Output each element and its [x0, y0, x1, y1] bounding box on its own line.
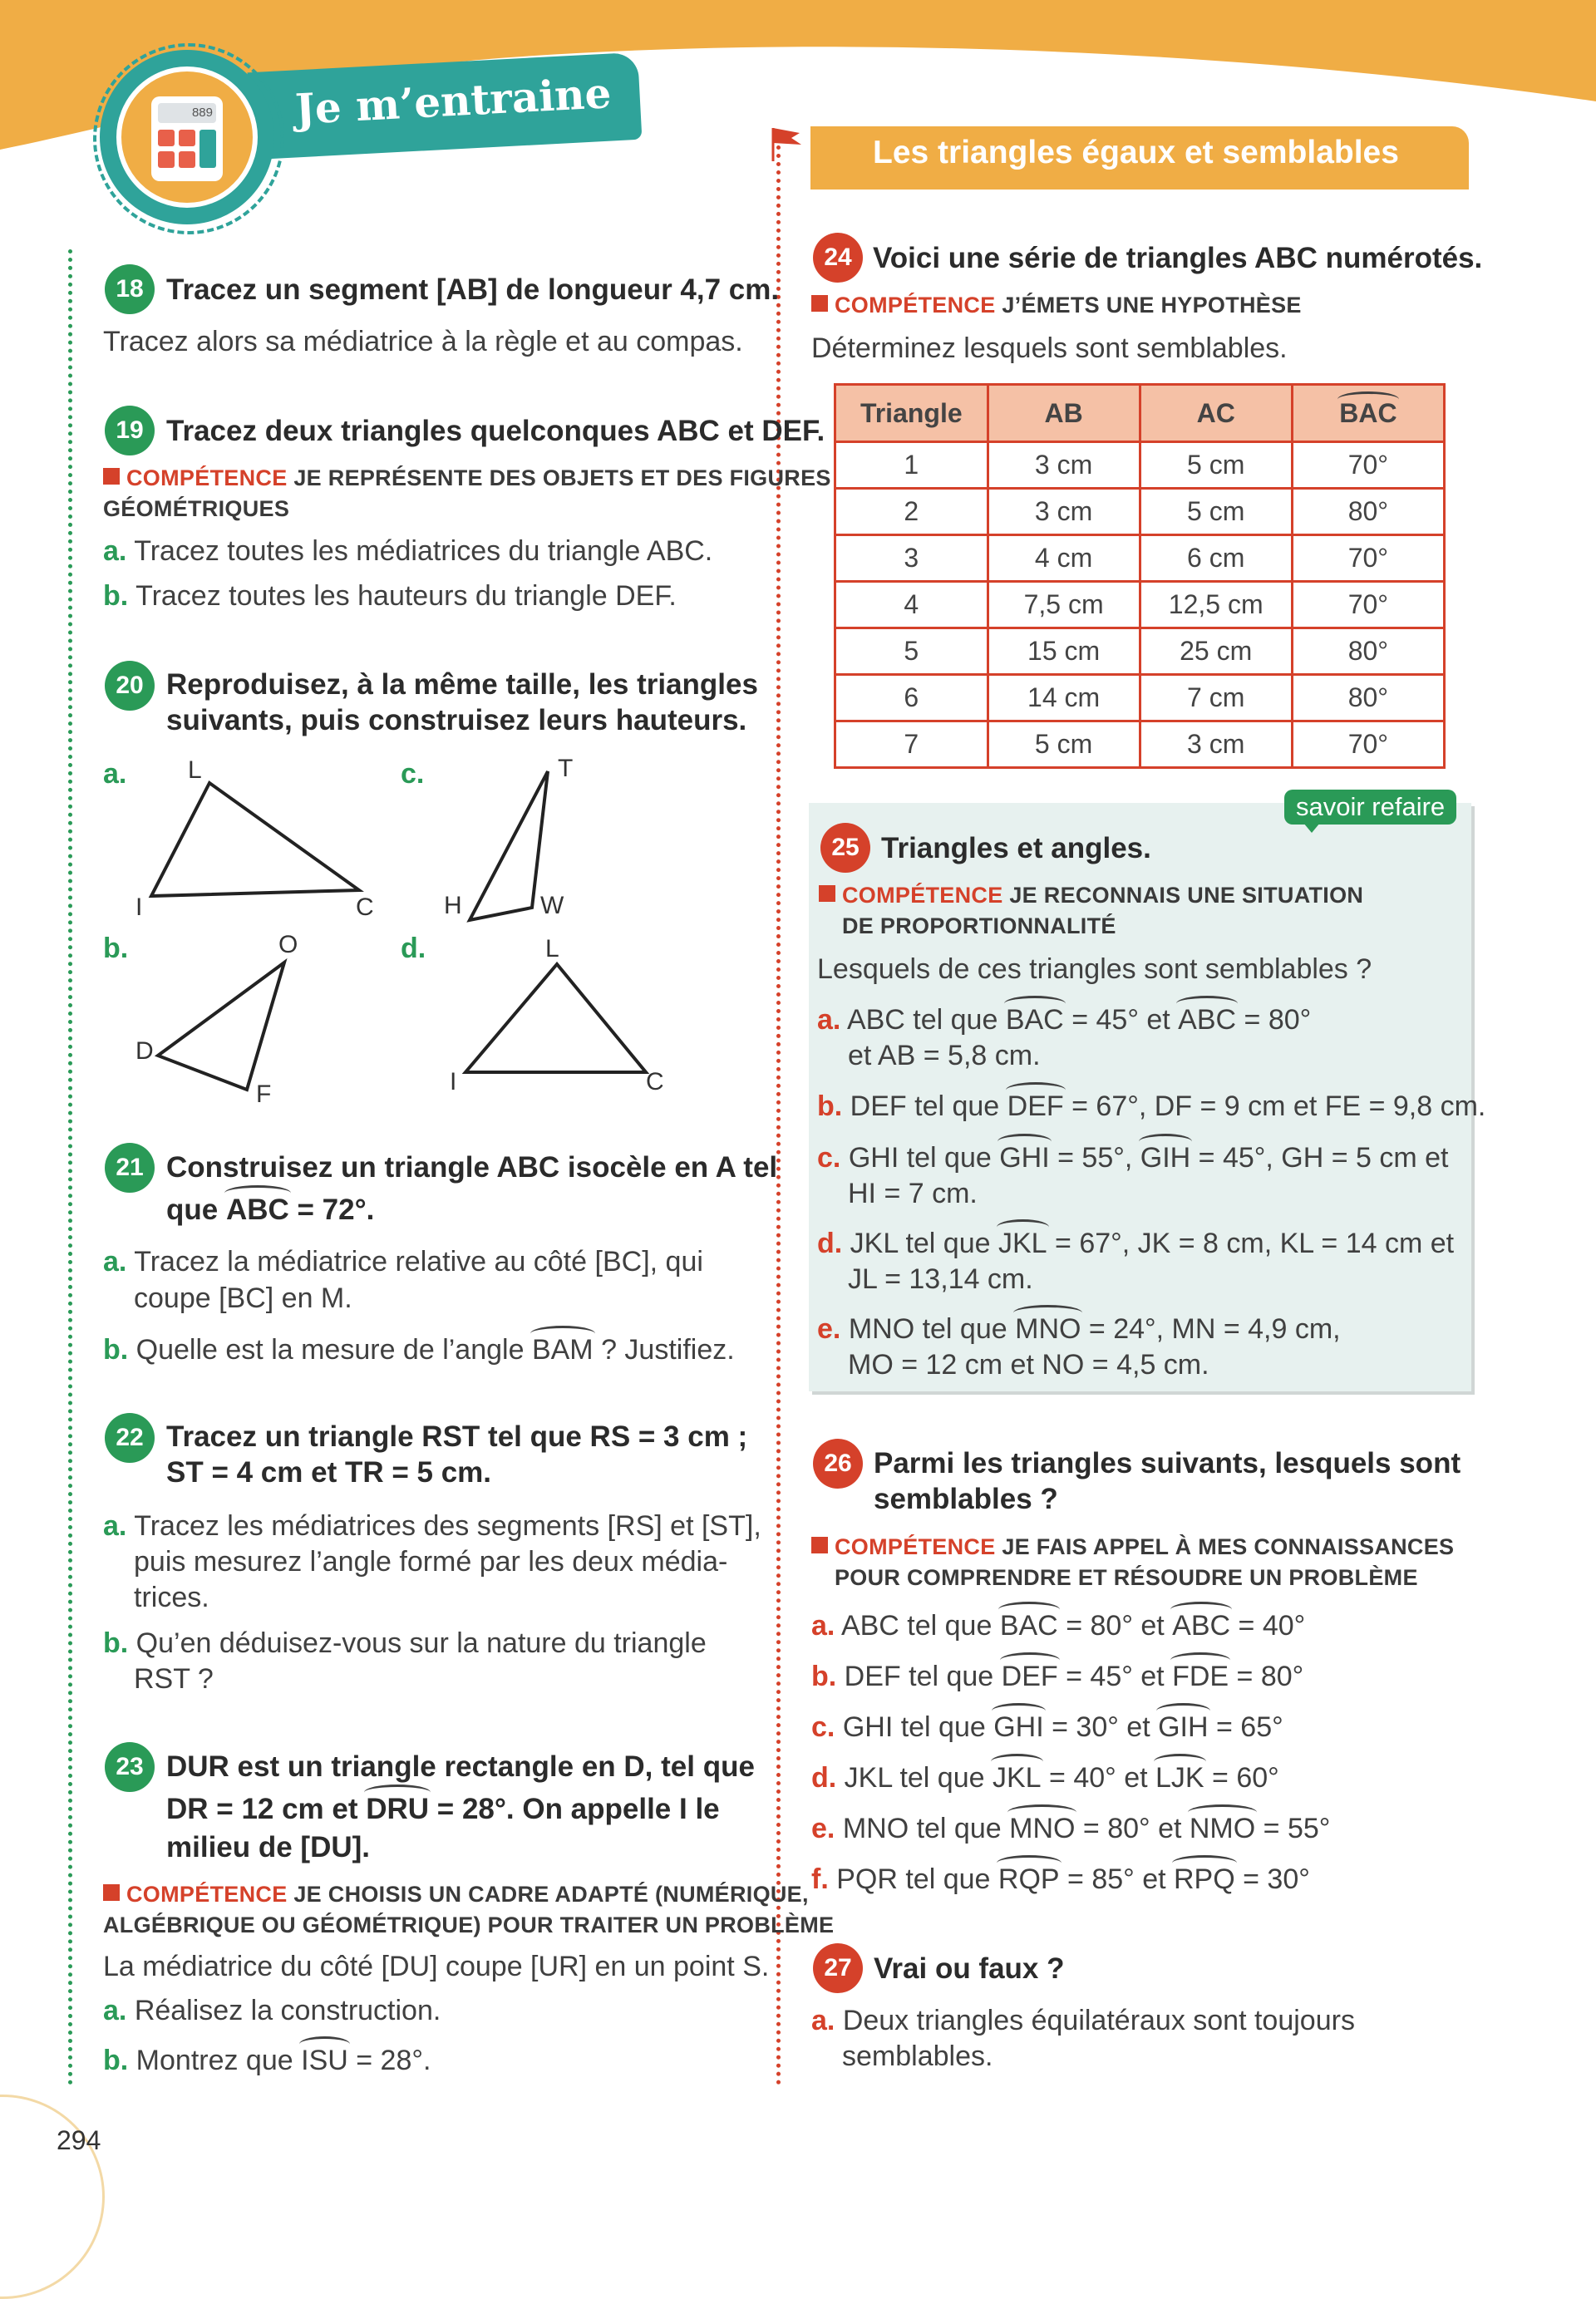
angle-notation: JKL — [993, 1760, 1042, 1796]
angle-notation: RPQ — [1174, 1862, 1235, 1898]
table-cell: 15 cm — [988, 628, 1140, 675]
item-label: a. — [103, 535, 127, 567]
point-label: C — [646, 1068, 664, 1095]
point-label: F — [256, 1081, 272, 1108]
angle-notation: DRU — [366, 1793, 430, 1825]
exercise-26-item-b — [811, 1659, 1303, 1695]
item-text: Réalisez la construction. — [134, 1995, 441, 2026]
exercise-21-title-line2 — [166, 1192, 374, 1228]
item-text: = 40° et — [1041, 1762, 1155, 1794]
table-cell: 70° — [1292, 535, 1444, 582]
exercise-21-item-a-line2: coupe [BC] en M. — [134, 1282, 352, 1314]
angle-notation: BAC — [1000, 1608, 1058, 1644]
point-label: H — [444, 892, 462, 919]
table-cell: 7,5 cm — [988, 582, 1140, 628]
table-row — [835, 582, 1445, 628]
exercise-22-item-a-line2: puis mesurez l’angle formé par les deux média- — [134, 1546, 728, 1578]
item-text: = 30° — [1234, 1863, 1310, 1895]
exercise-24-competence — [811, 290, 1302, 321]
table-cell: 2 — [835, 489, 988, 535]
angle-notation: ISU — [301, 2043, 348, 2079]
angle-notation: BAC — [1339, 397, 1397, 428]
savoir-refaire-tag: savoir refaire — [1284, 790, 1456, 825]
exercise-18-text: Tracez alors sa médiatrice à la règle et au compas. — [103, 326, 743, 357]
competence-key: COMPÉTENCE — [842, 883, 1003, 908]
item-label: d. — [817, 1228, 843, 1259]
triangle-d — [466, 964, 646, 1072]
item-text: Deux triangles équilatéraux sont toujours — [842, 2005, 1355, 2036]
triangle-c — [470, 771, 548, 920]
exercise-25-item-a-line2: et AB = 5,8 cm. — [848, 1040, 1041, 1071]
table-cell: 3 cm — [988, 489, 1140, 535]
item-text: Tracez toutes les médiatrices du triangle ABC. — [134, 535, 713, 567]
table-cell: 1 — [835, 442, 988, 489]
item-text: JKL tel que — [844, 1762, 993, 1794]
exercise-27-item-a-line2: semblables. — [842, 2041, 993, 2072]
item-text: = 80° — [1229, 1661, 1304, 1692]
item-text: Tracez les médiatrices des segments [RS] et [ST], — [134, 1510, 761, 1542]
table-row — [835, 675, 1445, 721]
figure-a-label: a. — [103, 758, 127, 790]
table-cell: 80° — [1292, 628, 1444, 675]
angle-notation: ABC — [1178, 1002, 1236, 1038]
exercise-25-title: Triangles et angles. — [881, 832, 1151, 864]
table-cell: 3 — [835, 535, 988, 582]
figure-c-label: c. — [401, 758, 425, 790]
table-cell: 5 cm — [1140, 442, 1292, 489]
angle-notation: MNO — [1009, 1811, 1075, 1847]
angle-notation: GHI — [999, 1140, 1049, 1176]
item-text: GHI tel que — [842, 1711, 994, 1743]
angle-notation: BAM — [532, 1332, 594, 1368]
exercise-26-number: 26 — [813, 1439, 863, 1489]
item-text: = 40° — [1230, 1610, 1306, 1642]
exercise-27-title: Vrai ou faux ? — [874, 1952, 1065, 1985]
exercise-23-title-line3: milieu de [DU]. — [166, 1831, 371, 1863]
competence-key: COMPÉTENCE — [126, 465, 288, 490]
exercise-18-number: 18 — [105, 264, 155, 314]
item-text: ABC tel que — [846, 1004, 1006, 1036]
exercise-26-competence — [811, 1532, 1454, 1593]
item-text: Qu’en déduisez-vous sur la nature du triangle — [135, 1627, 707, 1659]
page-number: 294 — [57, 2125, 101, 2155]
item-text: Quelle est la mesure de l’angle — [135, 1334, 532, 1366]
item-text: PQR tel que — [836, 1863, 998, 1895]
competence-marker — [103, 1884, 120, 1901]
text: = 72°. — [288, 1194, 375, 1226]
item-label: c. — [811, 1711, 835, 1743]
item-text: = 24°, MN = 4,9 cm, — [1081, 1313, 1341, 1345]
table-header: AC — [1140, 385, 1292, 442]
figure-d-label: d. — [401, 933, 426, 964]
table-cell: 3 cm — [988, 442, 1140, 489]
exercise-24-title: Voici une série de triangles ABC numérotés. — [873, 242, 1483, 274]
exercise-21-title-line1: Construisez un triangle ABC isocèle en A tel — [166, 1151, 778, 1184]
exercise-25-item-e-line2: MO = 12 cm et NO = 4,5 cm. — [848, 1349, 1209, 1381]
exercise-23-item-b — [103, 2043, 431, 2079]
exercise-22-item-a-line3: trices. — [134, 1582, 209, 1613]
item-label: a. — [103, 1246, 127, 1277]
table-row — [835, 535, 1445, 582]
table-row — [835, 628, 1445, 675]
competence-text: JE RECONNAIS UNE SITUATION — [1009, 883, 1364, 908]
item-text: = 85° et — [1059, 1863, 1174, 1895]
table-cell: 12,5 cm — [1140, 582, 1292, 628]
exercise-23-competence — [103, 1879, 834, 1941]
item-label: a. — [103, 1995, 127, 2026]
competence-marker — [819, 885, 835, 902]
point-label: W — [540, 892, 564, 919]
exercise-20-number: 20 — [105, 661, 155, 711]
item-label: a. — [811, 1610, 835, 1642]
exercise-22-item-a — [103, 1509, 761, 1544]
exercise-20-title-line2: suivants, puis construisez leurs hauteurs. — [166, 704, 747, 736]
table-header: AB — [988, 385, 1140, 442]
point-label: C — [356, 894, 374, 921]
item-label: b. — [103, 1334, 129, 1366]
item-text: MNO tel que — [842, 1813, 1010, 1844]
table-header: Triangle — [835, 385, 988, 442]
point-label: I — [450, 1068, 457, 1095]
item-label: b. — [103, 1627, 129, 1659]
competence-marker — [811, 295, 828, 312]
exercise-26-item-e — [811, 1811, 1330, 1847]
item-label: b. — [817, 1090, 843, 1122]
exercise-23-text: La médiatrice du côté [DU] coupe [UR] en un point S. — [103, 1951, 770, 1982]
item-text: = 45° et — [1057, 1661, 1173, 1692]
competence-text-line2: ALGÉBRIQUE OU GÉOMÉTRIQUE) POUR TRAITER UN PROBLÈME — [103, 1913, 835, 1937]
exercise-26-item-f — [811, 1862, 1310, 1898]
triangle-table — [834, 383, 1446, 769]
exercise-26-title-line1: Parmi les triangles suivants, lesquels sont — [874, 1447, 1461, 1479]
angle-notation: MNO — [1015, 1312, 1081, 1347]
exercise-25-competence — [819, 880, 1363, 942]
exercise-25-item-d-line2: JL = 13,14 cm. — [848, 1263, 1033, 1295]
item-label: a. — [103, 1510, 127, 1542]
text: que — [166, 1194, 226, 1226]
item-text: DEF tel que — [850, 1090, 1007, 1122]
competence-key: COMPÉTENCE — [835, 1534, 996, 1559]
table-cell: 7 — [835, 721, 988, 768]
table-cell: 4 — [835, 582, 988, 628]
angle-notation: FDE — [1172, 1659, 1229, 1695]
item-text: JKL tel que — [850, 1228, 998, 1259]
exercise-22-title-line1: Tracez un triangle RST tel que RS = 3 cm ; — [166, 1420, 748, 1453]
exercise-23-title-line1: DUR est un triangle rectangle en D, tel que — [166, 1750, 755, 1783]
item-label: f. — [811, 1863, 829, 1895]
savoir-refaire-tag-pointer — [1303, 823, 1320, 833]
table-cell: 5 cm — [988, 721, 1140, 768]
exercise-23-title-line2 — [166, 1791, 720, 1827]
point-label: L — [188, 756, 202, 784]
exercise-25-text: Lesquels de ces triangles sont semblables ? — [817, 953, 1372, 985]
item-text: = 67°, JK = 8 cm, KL = 14 cm et — [1047, 1228, 1455, 1259]
table-cell: 5 cm — [1140, 489, 1292, 535]
item-text: MNO tel que — [848, 1313, 1016, 1345]
item-label: b. — [103, 2045, 129, 2076]
exercise-25-item-b — [817, 1089, 1485, 1125]
text: = 28°. On appelle I le — [429, 1793, 720, 1825]
table-row — [835, 489, 1445, 535]
exercise-25-item-d — [817, 1226, 1454, 1262]
competence-text: JE REPRÉSENTE DES OBJETS ET DES FIGURES — [293, 465, 831, 490]
item-text: = 67°, DF = 9 cm et FE = 9,8 cm. — [1063, 1090, 1486, 1122]
table-cell: 7 cm — [1140, 675, 1292, 721]
exercise-21-item-b — [103, 1332, 735, 1368]
item-text: Tracez toutes les hauteurs du triangle DEF. — [135, 580, 677, 612]
exercise-26-item-d — [811, 1760, 1279, 1796]
exercise-27-item-a — [811, 2003, 1355, 2039]
exercise-26-item-a — [811, 1608, 1305, 1644]
table-cell: 5 — [835, 628, 988, 675]
exercise-24-number: 24 — [813, 233, 863, 283]
section-title: Les triangles égaux et semblables — [873, 135, 1399, 170]
exercise-22-item-b — [103, 1626, 707, 1661]
table-cell: 4 cm — [988, 535, 1140, 582]
table-cell: 80° — [1292, 675, 1444, 721]
competence-key: COMPÉTENCE — [835, 293, 996, 318]
exercise-21-number: 21 — [105, 1143, 155, 1193]
item-label: e. — [817, 1313, 841, 1345]
exercise-24-text: Déterminez lesquels sont semblables. — [811, 332, 1288, 364]
angle-notation: DEF — [1007, 1089, 1064, 1125]
table-cell: 6 — [835, 675, 988, 721]
item-label: c. — [817, 1142, 841, 1174]
exercise-25-number: 25 — [820, 823, 870, 873]
exercise-19-number: 19 — [105, 406, 155, 455]
text: DR = 12 cm et — [166, 1793, 367, 1825]
exercise-25-item-a — [817, 1002, 1311, 1038]
table-row — [835, 721, 1445, 768]
angle-notation: LJK — [1155, 1760, 1204, 1796]
angle-notation: ABC — [225, 1194, 289, 1226]
figure-b-label: b. — [103, 933, 129, 964]
exercise-25-item-e — [817, 1312, 1341, 1347]
exercise-22-item-b-line2: RST ? — [134, 1663, 214, 1695]
competence-text-line2: DE PROPORTIONNALITÉ — [842, 913, 1116, 938]
item-text: = 55° — [1255, 1813, 1331, 1844]
exercise-18-title: Tracez un segment [AB] de longueur 4,7 cm. — [166, 273, 780, 306]
table-row — [835, 442, 1445, 489]
item-text: ? Justifiez. — [593, 1334, 735, 1366]
exercise-26-title-line2: semblables ? — [874, 1483, 1058, 1515]
item-label: d. — [811, 1762, 837, 1794]
exercise-25-item-c — [817, 1140, 1449, 1176]
item-text: = 80° — [1236, 1004, 1312, 1036]
item-label: e. — [811, 1813, 835, 1844]
angle-notation: DEF — [1002, 1659, 1058, 1695]
item-text: Tracez la médiatrice relative au côté [BC], qui — [134, 1246, 703, 1277]
item-text: GHI tel que — [848, 1142, 1000, 1174]
table-cell: 70° — [1292, 442, 1444, 489]
angle-notation: BAC — [1006, 1002, 1064, 1038]
angle-notation: GHI — [993, 1710, 1043, 1745]
point-label: I — [135, 894, 143, 921]
exercise-23-number: 23 — [105, 1742, 155, 1792]
item-label: a. — [811, 2005, 835, 2036]
item-label: a. — [817, 1004, 841, 1036]
point-label: D — [135, 1037, 154, 1065]
triangle-b — [158, 962, 284, 1090]
item-text: = 45° et — [1063, 1004, 1179, 1036]
angle-notation: GIH — [1158, 1710, 1208, 1745]
item-text: = 60° — [1204, 1762, 1279, 1794]
table-cell: 25 cm — [1140, 628, 1292, 675]
exercise-26-item-c — [811, 1710, 1283, 1745]
calculator-screen: 889 — [158, 103, 216, 123]
point-label: L — [545, 935, 559, 962]
competence-text-line2: POUR COMPRENDRE ET RÉSOUDRE UN PROBLÈME — [835, 1565, 1418, 1590]
item-text: ABC tel que — [840, 1610, 1000, 1642]
table-cell: 14 cm — [988, 675, 1140, 721]
exercise-23-item-a — [103, 1993, 441, 2029]
competence-text: J’ÉMETS UNE HYPOTHÈSE — [1002, 293, 1302, 318]
angle-notation: JKL — [998, 1226, 1047, 1262]
item-text: = 80° et — [1075, 1813, 1190, 1844]
item-text: = 65° — [1208, 1711, 1283, 1743]
competence-marker — [811, 1537, 828, 1553]
item-text: = 45°, GH = 5 cm et — [1190, 1142, 1449, 1174]
item-label: b. — [811, 1661, 837, 1692]
item-text: = 30° et — [1043, 1711, 1159, 1743]
item-text: DEF tel que — [844, 1661, 1002, 1692]
exercise-22-title-line2: ST = 4 cm et TR = 5 cm. — [166, 1456, 491, 1489]
table-cell: 70° — [1292, 582, 1444, 628]
item-text: = 28°. — [347, 2045, 431, 2076]
competence-key: COMPÉTENCE — [126, 1882, 288, 1907]
item-text: Montrez que — [135, 2045, 302, 2076]
table-header — [1292, 385, 1444, 442]
badge-title: Je m’entraine — [293, 68, 613, 134]
angle-notation: NMO — [1190, 1811, 1255, 1847]
table-cell: 80° — [1292, 489, 1444, 535]
table-cell: 70° — [1292, 721, 1444, 768]
point-label: O — [278, 931, 298, 958]
exercise-21-item-a — [103, 1244, 703, 1280]
table-cell: 6 cm — [1140, 535, 1292, 582]
item-text: = 55°, — [1049, 1142, 1140, 1174]
triangle-figures — [0, 0, 798, 1130]
item-label: b. — [103, 580, 129, 612]
exercise-19-title: Tracez deux triangles quelconques ABC et DEF. — [166, 415, 825, 447]
exercise-20-title-line1: Reproduisez, à la même taille, les triangles — [166, 668, 758, 701]
exercise-22-number: 22 — [105, 1413, 155, 1463]
competence-text: JE CHOISIS UN CADRE ADAPTÉ (NUMÉRIQUE, — [293, 1882, 809, 1907]
table-cell: 3 cm — [1140, 721, 1292, 768]
point-label: T — [558, 755, 574, 782]
angle-notation: RQP — [998, 1862, 1060, 1898]
item-text: = 80° et — [1057, 1610, 1173, 1642]
competence-text-line2: GÉOMÉTRIQUES — [103, 496, 290, 521]
competence-text: JE FAIS APPEL À MES CONNAISSANCES — [1002, 1534, 1455, 1559]
table-header-row — [835, 385, 1445, 442]
angle-notation: GIH — [1140, 1140, 1190, 1176]
angle-notation: ABC — [1172, 1608, 1230, 1644]
exercise-27-number: 27 — [813, 1943, 863, 1993]
triangle-a — [151, 783, 359, 896]
exercise-25-item-c-line2: HI = 7 cm. — [848, 1178, 978, 1209]
